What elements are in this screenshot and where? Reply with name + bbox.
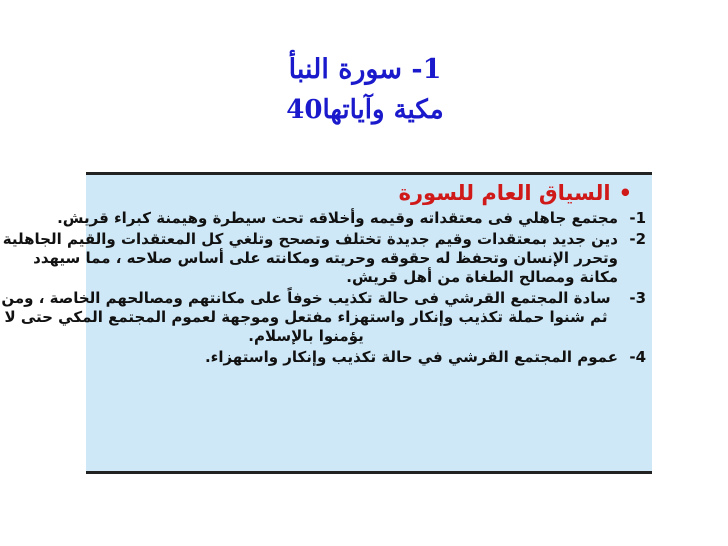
section-heading	[399, 179, 632, 207]
item-number: 1-	[629, 209, 646, 227]
slide-title	[200, 50, 530, 130]
list-item	[0, 289, 646, 346]
item-text: مجتمع جاهلي فى معتقداته وقيمه وأخلاقه تحت سيطرة وهيمنة كبراء قريش.	[57, 209, 618, 227]
item-text: عموم المجتمع القرشي في حالة تكذيب وإنكار واستهزاء.	[204, 348, 618, 366]
item-text: سادة المجتمع القرشي فى حالة تكذيب خوفاً على مكانتهم ومصالحهم الخاصة ، ومن ثم شنوا حملة تكذيب وإنكار واستهزاء مفتعل وموجهة لعموم المجتمع المكي حتى لا يؤمنوا بالإسلام.	[1, 289, 611, 345]
bullet-icon: •	[618, 181, 632, 205]
list-item	[0, 348, 646, 367]
surah-title: 1- سورة النبأ	[288, 54, 442, 85]
item-number: 4-	[629, 348, 646, 366]
item-text: دين جديد بمعتقدات وقيم جديدة تختلف وتصحح وتلغي كل المعتقدات والقيم الجاهلية وتحرر الإنسان وتحفظ له حقوقه وحريته ومكانته على أساس صلاحه ، مما سيهدد مكانة ومصالح الطغاة من أهل قريش.	[2, 230, 618, 286]
list-item	[0, 209, 646, 228]
list-item	[0, 230, 646, 287]
section-heading-text: السياق العام للسورة	[398, 181, 611, 205]
content-panel	[1, 172, 652, 474]
item-number: 3-	[629, 289, 646, 307]
surah-subtitle: مكية وآياتها40	[286, 95, 444, 125]
context-list	[0, 209, 646, 369]
item-number: 2-	[629, 230, 646, 248]
